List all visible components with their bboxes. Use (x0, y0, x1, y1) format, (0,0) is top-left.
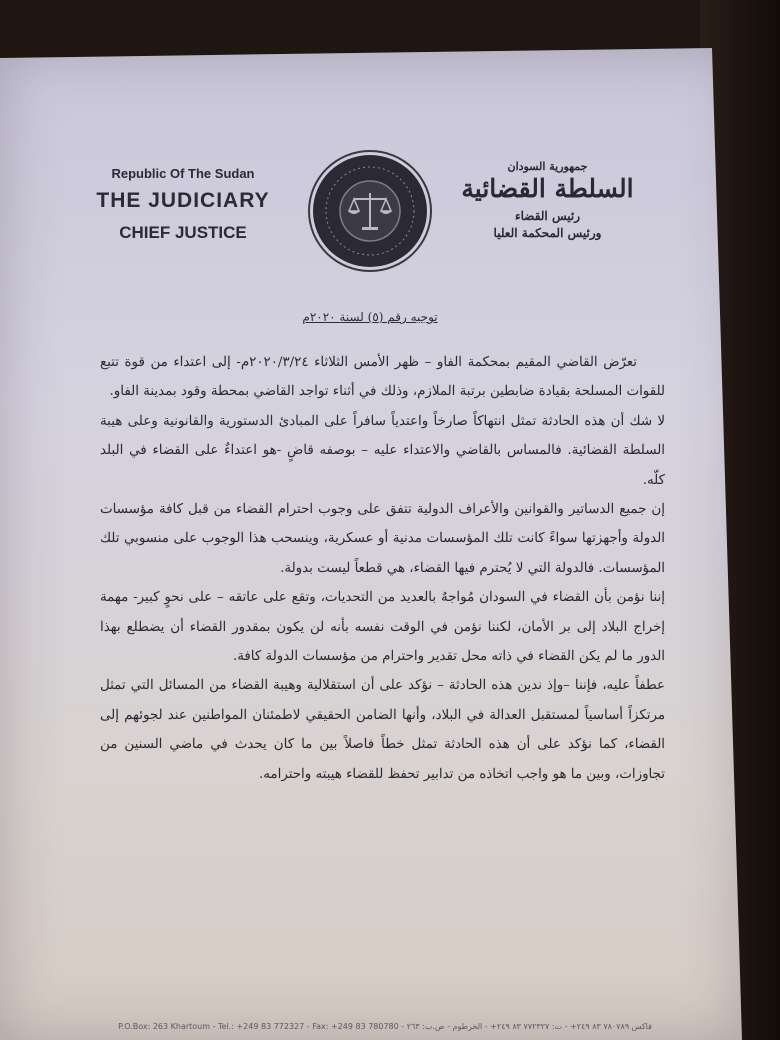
directive-reference: توجيه رقم (٥) لسنة ٢٠٢٠م (302, 310, 438, 324)
office-subtitle-arabic: ورئيس المحكمة العليا (493, 225, 602, 240)
judiciary-seal (313, 155, 427, 267)
office-title-arabic: رئيس القضاء (515, 208, 580, 223)
institution-name: THE JUDICIARY (96, 189, 270, 212)
scales-of-justice-icon (313, 155, 427, 267)
institution-name-arabic: السلطة القضائية (461, 174, 634, 203)
paragraph: لا شك أن هذه الحادثة تمثل انتهاكاً صارخاً واعتدياً سافراً على المبادئ الدستورية والقانونية وعلى هيبة السلطة القضائية. فالمساس بالقاضي والاعتداء عليه – بوصفه قاضٍ -هو اعتداءٌ على القضاء في البلد كلّه. (100, 413, 665, 488)
paragraph: عطفاً عليه، فإننا –وإذ ندين هذه الحادثة – نؤكد على أن استقلالية وهيبة القضاء من المسائل التي تمثل مرتكزاً أساسياً لمستقبل العدالة في البلاد، وأنها الضامن الحقيقي لاطمئنان المواطنين عند لجوئهم إلى القضاء، كما نؤكد على أن هذه الحادثة تمثل خطاً فاصلاً بين ما كان يحدث في ماضي السنين من تجاوزات، وبين ما هو واجب اتخاذه من تدابير تحفظ للقضاء هيبته واحترامه. (100, 678, 665, 782)
office-title: CHIEF JUSTICE (119, 223, 247, 242)
contact-footer: P.O.Box: 263 Khartoum - Tel.: +249 83 772327 - Fax: +249 83 780780 - فاكس ٧٨٠٧٨٩ ٨٣ ٢٤٩+ - ت: ٧٧٢٣٢٧ ٨٣ ٢٤٩+ - الخرطوم - ص.ب: ٢٦٣ (118, 1022, 652, 1031)
country-name: Republic Of The Sudan (111, 166, 255, 181)
letterhead-english (78, 166, 288, 243)
paragraph: إننا نؤمن بأن القضاء في السودان مُواجهٌ بالعديد من التحديات، وتقع على عاتقه – على نحوٍ كبير- مهمة إخراج البلاد إلى بر الأمان، لكننا نؤمن في الوقت نفسه بأنه لن يكون بمقدور القضاء أن يضطلع بهذا الدور ما لم يكن القضاء في ذاته محل تقدير واحترام من مؤسسات الدولة كافة. (100, 590, 665, 665)
country-name-arabic: جمهورية السودان (507, 160, 588, 173)
paragraph: إن جميع الدساتير والقوانين والأعراف الدولية تتفق على وجوب احترام القضاء من قبل كافة مؤسسات الدولة وأجهزتها سواءً كانت تلك المؤسسات مدنية أو عسكرية، وينسحب هذا الوجوب على منسوبي تلك المؤسسات. فالدولة التي لا يُحترم فيها القضاء، هي قطعاً ليست بدولة. (100, 502, 665, 576)
letterhead-arabic (455, 160, 640, 240)
paragraph: تعرّض القاضي المقيم بمحكمة الفاو – ظهر الأمس الثلاثاء ٢٠٢٠/٣/٢٤م- إلى اعتداء من قوة تتبع للقوات المسلحة بقيادة ضابطين برتبة الملازم، وذلك في أثناء تواجد القاضي بمحطة وقود بمدينة الفاو. (100, 355, 665, 400)
letter-body (100, 348, 665, 789)
